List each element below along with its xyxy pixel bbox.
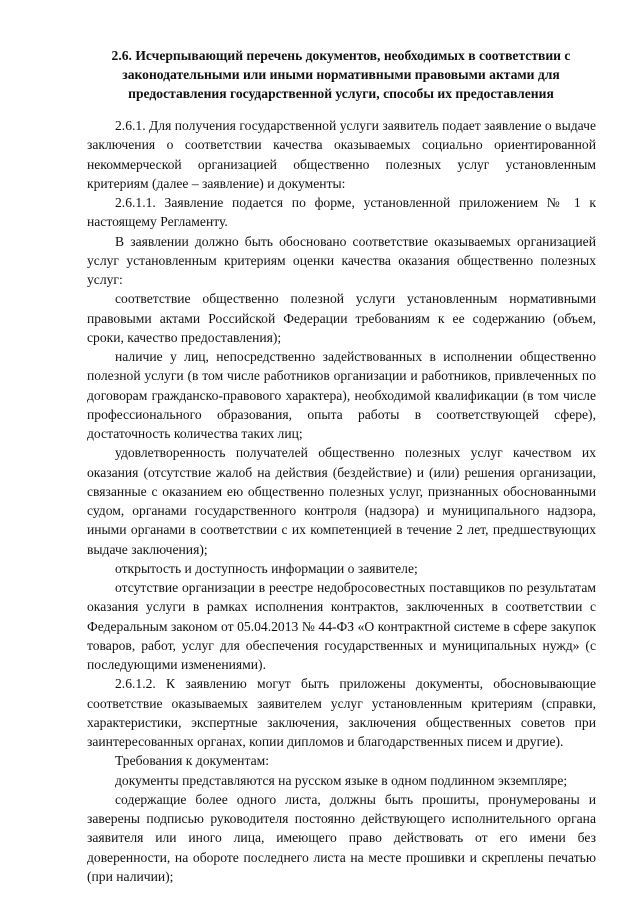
document-requirements-title: Требования к документам: [115, 753, 269, 769]
section-heading: 2.6. Исчерпывающий перечень документов, необходимых в соответствии с законодательными или иными нормативными правовыми актами для предоставления государственной услуги, способы их предоставления [111, 48, 571, 101]
criterion-information-openness: открытость и доступность информации о заявителе; [115, 560, 418, 576]
criterion-content-compliance: соответствие общественно полезной услуги установленным нормативными правовыми актами Российской Федерации требованиям к ее содержанию (объем, сроки, качество предоставления); [87, 291, 596, 345]
criterion-unscrupulous-registry: отсутствие организации в реестре недобросовестных поставщиков по результатам оказания услуги в рамках исполнения контрактов, заключенных в соответствии с Федеральным законом от 05.04.2013 № 44-ФЗ «О контрактной системе в сфере закупок товаров, работ, услуг для обеспечения государственных и муниципальных нужд» (с последующими изменениями). [87, 580, 596, 672]
criterion-staff-qualification: наличие у лиц, непосредственно задействованных в исполнении общественно полезной услуги (в том числе работников организации и работников, привлеченных по договорам гражданско-правового характера), необходимой квалификации (в том числе профессионального образования, опыта работы в соответствующей сфере), достаточность количества таких лиц; [87, 349, 596, 441]
criterion-recipient-satisfaction: удовлетворенность получателей общественно полезных услуг качеством их оказания (отсутствие жалоб на действия (бездействие) и (или) решения организации, связанные с оказанием ею общественно полезных услуг, признанных обоснованными судом, органами государственного контроля (надзора) и муниципального надзора, иными органами в соответствии с их компетенцией в течение 2 лет, предшествующих выдаче заключения); [87, 445, 596, 557]
paragraph-2-6-1-1: 2.6.1.1. Заявление подается по форме, установленной приложением № 1 к настоящему Регламенту. [87, 195, 596, 230]
paragraph-2-6-1: 2.6.1. Для получения государственной услуги заявитель подает заявление о выдаче заключения о соответствии качества оказываемых социально ориентированной некоммерческой организацией общественно полезных услуг установленным критериям (далее – заявление) и документы: [87, 118, 596, 191]
requirement-language: документы представляются на русском языке в одном подлинном экземпляре; [115, 772, 568, 788]
paragraph-justification: В заявлении должно быть обосновано соответствие оказываемых организацией услуг установленным критериям оценки качества оказания общественно полезных услуг: [87, 233, 596, 287]
paragraph-2-6-1-2: 2.6.1.2. К заявлению могут быть приложены документы, обосновывающие соответствие оказываемых заявителем услуг установленным критериям (справки, характеристики, экспертные заключения, заключения общественных советов при заинтересованных органах, копии дипломов и благодарственных писем и другие). [87, 676, 596, 749]
requirement-binding: содержащие более одного листа, должны быть прошиты, пронумерованы и заверены подписью руководителя постоянно действующего исполнительного органа заявителя или иного лица, имеющего право действовать от его имени без доверенности, на обороте последнего листа на месте прошивки и скреплены печатью (при наличии); [87, 791, 596, 884]
document-body [87, 116, 596, 886]
